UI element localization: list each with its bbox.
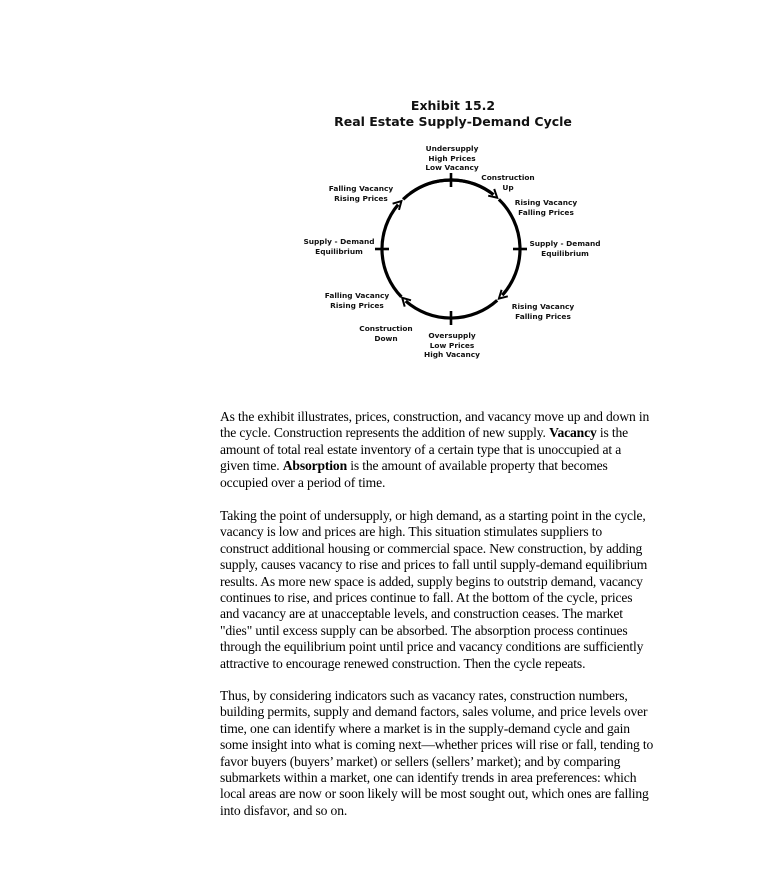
text-line: continues to rise, and prices continue to fall. At the bottom of the cycle, prices xyxy=(220,590,633,606)
label-line: Up xyxy=(502,182,514,192)
label-line: Falling Vacancy xyxy=(324,291,390,300)
text-run: As the exhibit illustrates, prices, construction, and vacancy move up and down in xyxy=(220,409,650,424)
paragraph-cycle-description xyxy=(220,508,690,672)
text-run: occupied over a period of time. xyxy=(220,474,386,490)
label-line: Construction xyxy=(481,173,535,182)
label-rising-vacancy-upper xyxy=(515,198,577,217)
paragraph-exhibit-explanation xyxy=(220,409,690,491)
text-line: "dies" until excess supply can be absorbed. The absorption process continues xyxy=(220,622,628,638)
cycle-arc xyxy=(382,205,401,297)
cycle-arc xyxy=(403,180,490,199)
text-run: given time. xyxy=(220,458,283,474)
label-line: Rising Vacancy xyxy=(514,198,578,207)
text-run: amount of total real estate inventory of a certain type that is unoccupied at a xyxy=(220,441,622,457)
text-line xyxy=(220,409,690,425)
label-falling-vacancy-lower xyxy=(325,291,389,310)
text-line: some insight into what is coming next—whether prices will rise or fall, tending to xyxy=(220,737,654,753)
label-undersupply xyxy=(425,144,478,173)
label-falling-vacancy-upper xyxy=(329,184,393,203)
label-line: Rising Prices xyxy=(334,193,388,203)
label-oversupply xyxy=(424,331,480,360)
text-line: through the equilibrium point until price and vacancy conditions are sufficiently xyxy=(220,639,644,655)
label-line: Falling Vacancy xyxy=(328,184,394,193)
label-line: Supply - Demand xyxy=(303,237,375,246)
text-line: supply, causes vacancy to rise and prices to fall until supply-demand equilibrium xyxy=(220,557,648,573)
text-line xyxy=(220,475,690,491)
text-line: attractive to encourage renewed construction. Then the cycle repeats. xyxy=(220,655,586,671)
label-line: Construction xyxy=(359,324,413,333)
label-line: Down xyxy=(374,333,398,343)
label-line: High Vacancy xyxy=(424,350,480,360)
text-line: Taking the point of undersupply, or high demand, as a starting point in the cycle, xyxy=(220,508,646,523)
text-line: vacancy is low and prices are high. This situation stimulates suppliers to xyxy=(220,524,603,540)
label-line: Falling Prices xyxy=(518,207,574,217)
label-line: Rising Prices xyxy=(330,300,384,310)
label-line: High Prices xyxy=(428,153,476,163)
exhibit-title: Real Estate Supply-Demand Cycle xyxy=(334,114,572,129)
label-line: Rising Vacancy xyxy=(511,302,575,311)
label-equilibrium-left xyxy=(303,237,374,256)
text-line: favor buyers (buyers’ market) or sellers (sellers’ market); and by comparing xyxy=(220,753,621,769)
text-run: is the amount of available property that becomes xyxy=(346,458,608,474)
text-line: time, one can identify where a market is in the supply-demand cycle and gain xyxy=(220,720,630,736)
label-line: Low Prices xyxy=(429,340,475,350)
text-line: local areas are now or soon likely will be most sought out, which ones are falling xyxy=(220,786,649,802)
label-equilibrium-right xyxy=(529,239,600,258)
label-line: Undersupply xyxy=(425,144,479,153)
text-line: results. As more new space is added, supply begins to outstrip demand, vacancy xyxy=(220,573,643,589)
label-line: Supply - Demand xyxy=(529,239,601,248)
label-rising-vacancy-lower xyxy=(512,302,574,321)
exhibit-number: Exhibit 15.2 xyxy=(410,98,496,113)
label-line: Equilibrium xyxy=(315,246,363,256)
label-line: Falling Prices xyxy=(515,311,571,321)
bold-term: Absorption xyxy=(282,458,347,474)
text-run: is the xyxy=(596,425,629,441)
text-line xyxy=(220,425,690,441)
text-line: construct additional housing or commercial space. New construction, by adding xyxy=(220,540,643,556)
text-line xyxy=(220,458,690,474)
paragraph-market-indicators xyxy=(220,688,690,819)
label-construction-up xyxy=(481,173,534,192)
label-construction-down xyxy=(359,324,412,343)
text-line: and vacancy are at unacceptable levels, and construction ceases. The market xyxy=(220,606,623,622)
label-line: Low Vacancy xyxy=(425,163,479,173)
label-line: Equilibrium xyxy=(541,248,589,258)
text-line: building permits, supply and demand factors, sales volume, and price levels over xyxy=(220,704,648,720)
bold-term: Vacancy xyxy=(549,425,597,441)
text-line: into disfavor, and so on. xyxy=(220,802,348,818)
text-run: the cycle. Construction represents the addition of new supply. xyxy=(220,425,550,441)
text-line xyxy=(220,442,690,458)
text-line: submarkets within a market, one can identify trends in area preferences: which xyxy=(220,770,637,786)
text-line: Thus, by considering indicators such as vacancy rates, construction numbers, xyxy=(220,688,628,703)
label-line: Oversupply xyxy=(428,331,476,340)
